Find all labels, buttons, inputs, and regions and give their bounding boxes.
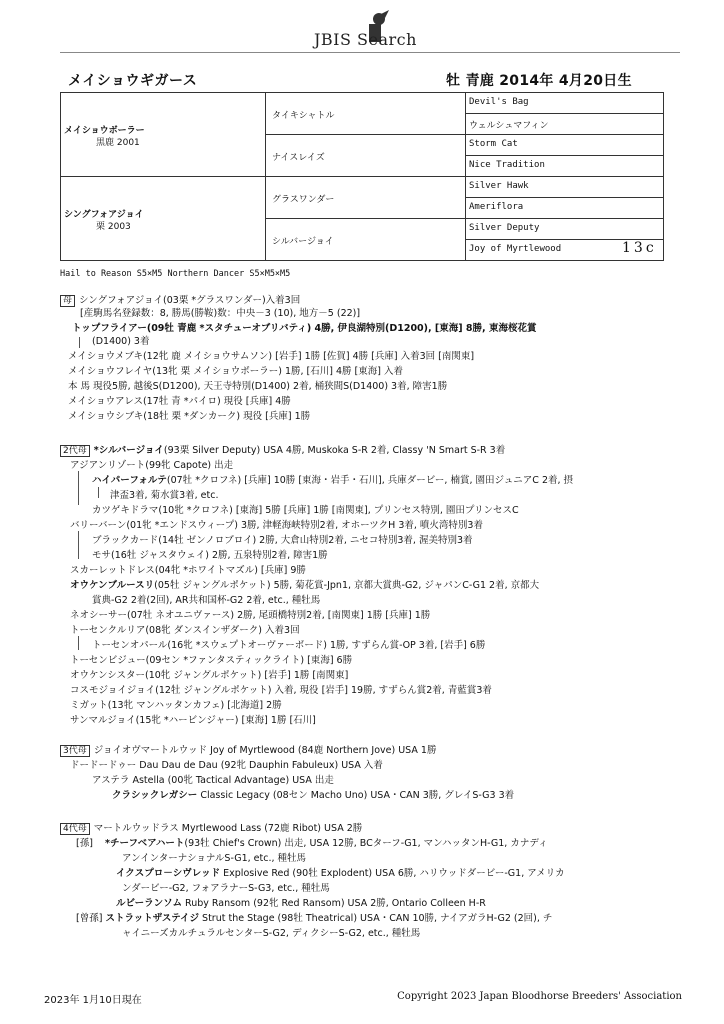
second-dam-line-11: ネオシーサー(07牡 ネオユニヴァース) 2勝, 尾頭橋特別2着, [南関東] 1勝 [兵庫] 1勝 (70, 610, 431, 621)
second-dam-line-4: カツゲキドラマ(10牝 *クロフネ) [東海] 5勝 [兵庫] 1勝 [南関東], プリンセス特別, 園田プリンセスC (92, 505, 519, 516)
logo-text[interactable]: JBIS Search (314, 30, 417, 49)
header-divider (60, 52, 680, 53)
second-dam-line-15: オウケンシスター(10牝 ジャングルポケット) [岩手] 1勝 [南関東] (70, 670, 349, 681)
second-dam-line-16: コスモジョイジョイ(12牡 ジャングルポケット) 入着, 現役 [岩手] 19勝, すずらん賞2着, 青藍賞3着 (70, 685, 492, 696)
great-name-3[interactable]: Storm Cat (469, 139, 518, 149)
sire-detail: 黒鹿 2001 (96, 138, 140, 148)
footer-date: 2023年 1月10日現在 (44, 995, 142, 1006)
fourth-dam-header: 4代母 マートルウッドラス Myrtlewood Lass (72鹿 Ribot) USA 2勝 (60, 823, 362, 835)
dam-progeny-1: トップフライアー(09牡 青鹿 *スタチューオブリバティ) 4勝, 伊良湖特別(D1200), [東海] 8勝, 東海桜花賞 (72, 323, 537, 334)
dam-progeny-2: メイショウメブキ(12牝 鹿 メイショウサムソン) [岩手] 1勝 [佐賀] 4勝 [兵庫] 入着3回 [南関東] (68, 351, 475, 362)
second-dam-line-7: モサ(16牡 ジャスタウェイ) 2勝, 五泉特別2着, 障害1勝 (92, 550, 328, 561)
footer-copyright: Copyright 2023 Japan Bloodhorse Breeders' Association (397, 991, 682, 1002)
dam-progeny-3: メイショウフレイヤ(13牝 栗 メイショウボーラー) 1勝, [石川] 4勝 [東海] 入着 (68, 366, 403, 377)
second-dam-line-1: アジアンリゾート(99牝 Capote) 出走 (70, 460, 234, 471)
great-name-2[interactable]: ウェルシュマフィン (469, 121, 549, 131)
second-dam-line-3: 津盃3着, 菊水賞3着, etc. (110, 490, 219, 501)
indent-bar (78, 636, 79, 650)
fourth-dam-line-1: [孫] *チーフベアハート(93牡 Chief's Crown) 出走, USA 12勝, BCターフ-G1, マンハッタンH-G1, カナディ (76, 838, 548, 849)
family-number: 13c (622, 240, 657, 256)
dam-progeny-4: メイショウアレス(17牡 青 *パイロ) 現役 [兵庫] 4勝 (68, 396, 291, 407)
second-dam-line-14: トーセンビジュー(09セン *ファンタスティックライト) [東海] 6勝 (70, 655, 353, 666)
fourth-dam-line-2: アンインターナショナルS-G1, etc., 種牡馬 (122, 853, 307, 864)
third-dam-line-3: クラシックレガシー Classic Legacy (08セン Macho Uno) USA・CAN 3勝, グレイS-G3 3着 (112, 790, 515, 801)
great-name-8[interactable]: Joy of Myrtlewood (469, 244, 562, 254)
horse-name: メイショウギガース (68, 73, 198, 89)
dam-progeny-summary: [産駒馬名登録数：8, 勝馬(勝鞍)数：中央－3 (10), 地方－5 (22)] (80, 308, 361, 319)
dam-name[interactable]: シングフォアジョイ (64, 210, 144, 220)
third-dam-line-2: アステラ Astella (00牝 Tactical Advantage) USA 出走 (92, 775, 334, 786)
dam-progeny-self: 本 馬 現役5勝, 越後S(D1200), 天王寺特別(D1400) 2着, 桶狭間S(D1400) 3着, 障害1勝 (68, 381, 448, 392)
great-name-5[interactable]: Silver Hawk (469, 181, 529, 191)
second-dam-line-6: ブラックカード(14牡 ゼンノロブロイ) 2勝, 大倉山特別2着, ニセコ特別3着, 渥美特別3着 (92, 535, 473, 546)
great-name-7[interactable]: Silver Deputy (469, 223, 540, 233)
third-dam-line-1: ドードードゥー Dau Dau de Dau (92牝 Dauphin Fabuleux) USA 入着 (70, 760, 383, 771)
dam-tag: 母 (60, 295, 75, 307)
grand-name-3[interactable]: グラスワンダー (272, 195, 335, 205)
dam-detail: 栗 2003 (96, 222, 131, 232)
second-dam-line-10: 賞典-G2 2着(2回), AR共和国杯-G2 2着, etc., 種牡馬 (92, 595, 321, 606)
grand-name-2[interactable]: ナイスレイズ (272, 153, 325, 163)
dam-section-header: 母 シングフォアジョイ(03栗 *グラスワンダー)入着3回 (60, 295, 300, 307)
fourth-dam-line-6: [曾孫] ストラットザステイジ Strut the Stage (98牡 Theatrical) USA・CAN 10勝, ナイアガラH-G2 (2回), チ (76, 913, 553, 924)
great-name-1[interactable]: Devil's Bag (469, 97, 529, 107)
indent-bar (78, 531, 79, 559)
horse-info: 牡 青鹿 2014年 4月20日生 (446, 73, 632, 89)
dam-progeny-5: メイショウシブキ(18牡 栗 *ダンカーク) 現役 [兵庫] 1勝 (68, 411, 311, 422)
second-dam-line-12: トーセンクルリア(08牝 ダンスインザダーク) 入着3回 (70, 625, 300, 636)
grand-name-1[interactable]: タイキシャトル (272, 111, 335, 121)
great-name-6[interactable]: Ameriflora (469, 202, 524, 212)
second-dam-line-18: サンマルジョイ(15牝 *ハービンジャー) [東海] 1勝 [石川] (70, 715, 316, 726)
grand-name-4[interactable]: シルバージョイ (272, 237, 334, 247)
second-dam-line-8: スカーレットドレス(04牝 *ホワイトマズル) [兵庫] 9勝 (70, 565, 306, 576)
pedigree-table (60, 92, 664, 261)
indent-bar (98, 487, 99, 498)
second-dam-line-17: ミガット(13牝 マンハッタンカフェ) [北海道] 2勝 (70, 700, 282, 711)
third-dam-header: 3代母 ジョイオヴマートルウッド Joy of Myrtlewood (84鹿 Northern Jove) USA 1勝 (60, 745, 436, 757)
indent-bar (79, 337, 80, 348)
indent-bar (78, 471, 79, 505)
second-dam-line-2: ハイパーフォルテ(07牡 *クロフネ) [兵庫] 10勝 [東海・岩手・石川], 兵庫ダービー, 楠賞, 園田ジュニアC 2着, 摂 (92, 475, 574, 486)
second-dam-line-9: オウケンブルースリ(05牡 ジャングルポケット) 5勝, 菊花賞-Jpn1, 京都大賞典-G2, ジャパンC-G1 2着, 京都大 (70, 580, 540, 591)
sire-name[interactable]: メイショウボーラー (64, 126, 145, 136)
fourth-dam-line-3: イクスプロ－シヴレッド Explosive Red (90牡 Explodent) USA 6勝, ハリウッドダービー-G1, アメリカ (116, 868, 565, 879)
inbreeding-note: Hail to Reason S5×M5 Northern Dancer S5×M5×M5 (60, 269, 291, 279)
dam-progeny-1-cont: (D1400) 3着 (92, 336, 150, 347)
great-name-4[interactable]: Nice Tradition (469, 160, 545, 170)
second-dam-header: 2代母 *シルバージョイ(93栗 Silver Deputy) USA 4勝, Muskoka S-R 2着, Classy 'N Smart S-R 3着 (60, 445, 505, 457)
fourth-dam-line-7: ャイニーズカルチュラルセンターS-G2, ディクシーS-G2, etc., 種牡馬 (122, 928, 421, 939)
fourth-dam-line-4: ンダービー-G2, フォアラナーS-G3, etc., 種牡馬 (122, 883, 330, 894)
second-dam-line-5: バリーバーン(01牝 *エンドスウィープ) 3勝, 津軽海峡特別2着, オホーツクH 3着, 噴火湾特別3着 (70, 520, 483, 531)
fourth-dam-line-5: ルビーランソム Ruby Ransom (92牝 Red Ransom) USA 2勝, Ontario Colleen H-R (116, 898, 486, 909)
second-dam-line-13: トーセンオパール(16牝 *スウェプトオーヴァーボード) 1勝, すずらん賞-OP 3着, [岩手] 6勝 (92, 640, 486, 651)
